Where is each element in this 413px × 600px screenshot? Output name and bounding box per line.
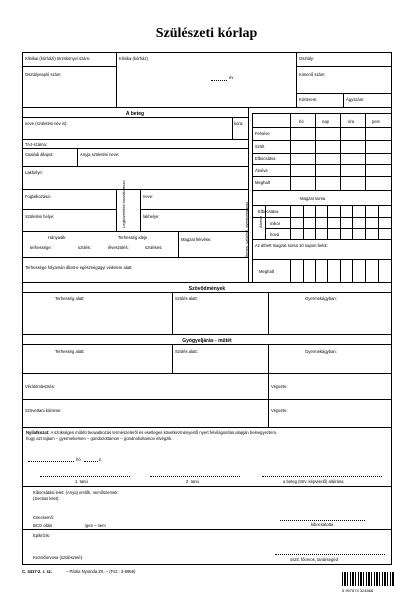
frame-left bbox=[22, 52, 23, 564]
divider bbox=[22, 117, 248, 118]
divider bbox=[22, 66, 116, 67]
discharge-line-1: Kibocsátási lelet: (Anya) emlők, nemőszervek: bbox=[33, 490, 119, 495]
frame-bottom bbox=[22, 564, 392, 565]
treat-pregnancy: Terhesség alatt: bbox=[55, 349, 85, 354]
occupation-label: Foglalkozása: bbox=[25, 194, 51, 199]
epicrisis-label: Epikrízis: bbox=[33, 533, 50, 538]
divider bbox=[290, 259, 291, 282]
witness1-label: 1. tanú bbox=[75, 479, 88, 484]
form-title: Szülészeti kórlap bbox=[155, 26, 258, 41]
divider bbox=[140, 209, 248, 210]
divider bbox=[22, 148, 248, 149]
clinic-label: Klinika (kórház) bbox=[119, 56, 148, 61]
divider bbox=[315, 205, 316, 239]
row-died: Meghalt bbox=[255, 180, 270, 185]
signature-line[interactable] bbox=[275, 554, 385, 555]
divider bbox=[365, 113, 366, 190]
divider bbox=[22, 373, 392, 374]
divider bbox=[296, 93, 392, 94]
frame-right bbox=[391, 52, 392, 564]
divider bbox=[378, 259, 379, 282]
divider bbox=[22, 209, 116, 210]
divider bbox=[22, 427, 392, 428]
divider bbox=[268, 292, 269, 334]
clinic-reg-label: Klinikai (kórházi) törzskönyvi szám: bbox=[25, 56, 91, 61]
stillbirth-label: szüléses: bbox=[145, 245, 163, 250]
position-label: Magzat fekvése: bbox=[181, 237, 212, 242]
barcode-number: 5 997674 324868 bbox=[342, 588, 374, 593]
mothers-name-label: Anyja születési neve: bbox=[80, 152, 120, 157]
divider bbox=[252, 153, 392, 154]
divider bbox=[296, 66, 392, 67]
divider bbox=[252, 217, 392, 218]
divider bbox=[140, 189, 141, 231]
address-label: Lakhelye: bbox=[25, 170, 43, 175]
divider bbox=[252, 164, 392, 165]
divider bbox=[22, 166, 248, 167]
relative-name-label: neve: bbox=[143, 194, 154, 199]
divider bbox=[22, 139, 248, 140]
col-minute: perc bbox=[372, 119, 381, 124]
divider bbox=[252, 239, 392, 240]
discharge-label: Kimenő szám: bbox=[299, 72, 326, 77]
divider bbox=[172, 344, 173, 373]
divider bbox=[252, 176, 392, 177]
tissue-label: Szövettani kórisme: bbox=[25, 408, 62, 413]
col-day: nap bbox=[322, 119, 329, 124]
discharge-line-2: (Sectios lelet): bbox=[33, 496, 60, 501]
bcg-label: BCG oltás bbox=[33, 523, 53, 528]
row-gave-birth: Szült bbox=[255, 144, 265, 149]
divider bbox=[252, 140, 392, 141]
fetus-died: Meghalt bbox=[259, 269, 274, 274]
row-admitted: Felvéve bbox=[255, 131, 270, 136]
divider bbox=[252, 113, 253, 282]
frame-top bbox=[22, 52, 392, 53]
divider bbox=[352, 205, 353, 239]
date-day-line[interactable] bbox=[84, 461, 98, 462]
times-vertical: Terhes, szülőnő, gyermekágyas bbox=[244, 201, 249, 258]
treat-birth: Szülés alatt: bbox=[175, 349, 198, 354]
comp-puerperium: Gyermekágyban: bbox=[305, 296, 337, 301]
divider bbox=[252, 190, 392, 191]
divider bbox=[265, 228, 392, 229]
divider bbox=[340, 259, 341, 282]
fetus-when: mikor bbox=[270, 221, 281, 226]
date-day-label: n. bbox=[99, 457, 103, 462]
divider bbox=[22, 282, 392, 283]
transfusion-done-label: Végezte: bbox=[271, 384, 288, 389]
date-month-label: hó bbox=[76, 457, 81, 462]
divider bbox=[303, 259, 304, 282]
fetus-where: hová bbox=[270, 232, 280, 237]
transfusion-label: Vérátömlesztés: bbox=[25, 384, 56, 389]
divider bbox=[178, 231, 179, 257]
divider bbox=[252, 127, 392, 128]
divider bbox=[290, 205, 291, 239]
declaration-line-1 bbox=[26, 430, 277, 435]
pregnancy-period-label: Terhesség ideje bbox=[118, 235, 148, 240]
pregnancy-state-label: Terhessége folyamán állott-e egészségügyi védelem alatt: bbox=[25, 265, 133, 270]
divider bbox=[327, 205, 328, 239]
fetus-vertical: Átvéve bbox=[258, 215, 263, 228]
patient-line[interactable] bbox=[262, 476, 382, 477]
divider bbox=[22, 257, 248, 258]
fetus-discharged: Elbocsátva bbox=[258, 209, 279, 214]
birthplace-label: Születési helye: bbox=[25, 214, 55, 219]
row-discharged: Elbocsátva bbox=[255, 156, 276, 161]
pregnancy-label: terhessége: bbox=[30, 245, 52, 250]
ward-label: Osztály: bbox=[299, 56, 315, 61]
form-code: C. 3417-2. r. sz. bbox=[22, 569, 53, 574]
room-label: Kórterem: bbox=[299, 97, 318, 102]
barcode-graphic bbox=[342, 572, 394, 586]
age-label: kora: bbox=[234, 121, 244, 126]
ten-days-label: Az áthett magzat sorsa 10 napon belül: bbox=[255, 243, 328, 248]
divider bbox=[303, 205, 304, 239]
divider bbox=[232, 117, 233, 139]
bcg-yes-no[interactable]: igen – nem bbox=[85, 523, 106, 528]
declaration-line-2: hogy azt rajtam – gyermekemen – gondozottamon – gondnokoltamon elvégzik. bbox=[26, 436, 173, 441]
live-birth-label: élveszülés: bbox=[108, 245, 129, 250]
divider bbox=[77, 148, 78, 166]
divider bbox=[343, 93, 344, 107]
bed-label: Ágyszám: bbox=[346, 97, 365, 102]
divider bbox=[22, 486, 392, 487]
residence-label: lakhelye: bbox=[143, 214, 160, 219]
divider bbox=[22, 529, 392, 530]
witness2-label: 2. tanú bbox=[186, 479, 199, 484]
divider bbox=[252, 205, 392, 206]
printer-label: – Pátria Nyomda Zrt. – (Fsz.: 3-8959) bbox=[66, 569, 136, 574]
divider bbox=[378, 205, 379, 239]
divider bbox=[22, 189, 248, 190]
witness1-line[interactable] bbox=[40, 476, 130, 477]
row-transferred: Átvéve bbox=[255, 168, 268, 173]
signature-label: osztl. főorvos, tanársegéd bbox=[290, 557, 338, 562]
divider bbox=[116, 52, 117, 107]
divider bbox=[22, 292, 392, 293]
patient-signature-label: a beteg (törv. képviselő) aláírása bbox=[283, 479, 344, 484]
divider bbox=[340, 113, 341, 190]
divider bbox=[315, 259, 316, 282]
taj-label: TAJ-száma: bbox=[25, 142, 48, 147]
child-label: Csecsemő: bbox=[33, 515, 54, 520]
nth-label: Hányadik bbox=[48, 235, 66, 240]
fetus-label: Magzat sorsa bbox=[300, 196, 326, 201]
divider bbox=[22, 107, 392, 108]
divider bbox=[22, 399, 392, 400]
date-year-line[interactable] bbox=[28, 461, 74, 462]
witness2-line[interactable] bbox=[150, 476, 240, 477]
year-line[interactable] bbox=[211, 80, 227, 81]
divider bbox=[327, 259, 328, 282]
comp-birth: Szülés alatt: bbox=[175, 296, 198, 301]
release-line[interactable] bbox=[280, 520, 365, 521]
divider bbox=[290, 113, 291, 190]
col-month: hó bbox=[299, 119, 304, 124]
divider bbox=[268, 344, 269, 373]
divider bbox=[22, 231, 248, 232]
divider bbox=[116, 189, 117, 231]
comp-pregnancy: Terhesség alatt: bbox=[55, 296, 85, 301]
divider bbox=[268, 373, 269, 427]
col-hour: óra bbox=[348, 119, 355, 124]
name-label: neve (születési név is): bbox=[25, 121, 68, 126]
treat-puerperium: Gyermekágyban: bbox=[305, 349, 337, 354]
divider bbox=[340, 205, 341, 239]
release-label: kibocsátotta bbox=[311, 522, 334, 527]
tissue-done-label: Végezte: bbox=[271, 408, 288, 413]
patient-section: A beteg bbox=[125, 111, 145, 117]
divider bbox=[252, 259, 392, 260]
divider bbox=[352, 259, 353, 282]
divider bbox=[296, 52, 297, 107]
divider bbox=[22, 344, 392, 345]
year-label: év bbox=[229, 75, 234, 80]
ward-log-label: Osztálynapló szám: bbox=[25, 72, 62, 77]
birth-count-label: szülés: bbox=[78, 245, 92, 250]
divider bbox=[365, 259, 366, 282]
doctor-label: Kezelőorvosa (szülészeté): bbox=[33, 555, 84, 560]
complications-section: Szövődmények bbox=[188, 286, 226, 292]
relative-vertical: Legközelebbi hozzátartozó bbox=[121, 180, 126, 228]
divider bbox=[315, 113, 316, 190]
family-label: Családi állapot: bbox=[25, 152, 54, 157]
declaration-text-1: A szükséges műtéti beavatkozás természetéről és esetleges következményeiről nyert felvilágosítás alapján beleegyeztem, bbox=[49, 430, 278, 435]
divider bbox=[22, 334, 392, 335]
divider bbox=[365, 205, 366, 239]
treatment-section: Gyógyeljárás - műtét bbox=[182, 338, 232, 344]
divider bbox=[172, 292, 173, 334]
divider bbox=[252, 113, 392, 114]
declaration-bold: Nyilatkozat: bbox=[26, 430, 50, 435]
